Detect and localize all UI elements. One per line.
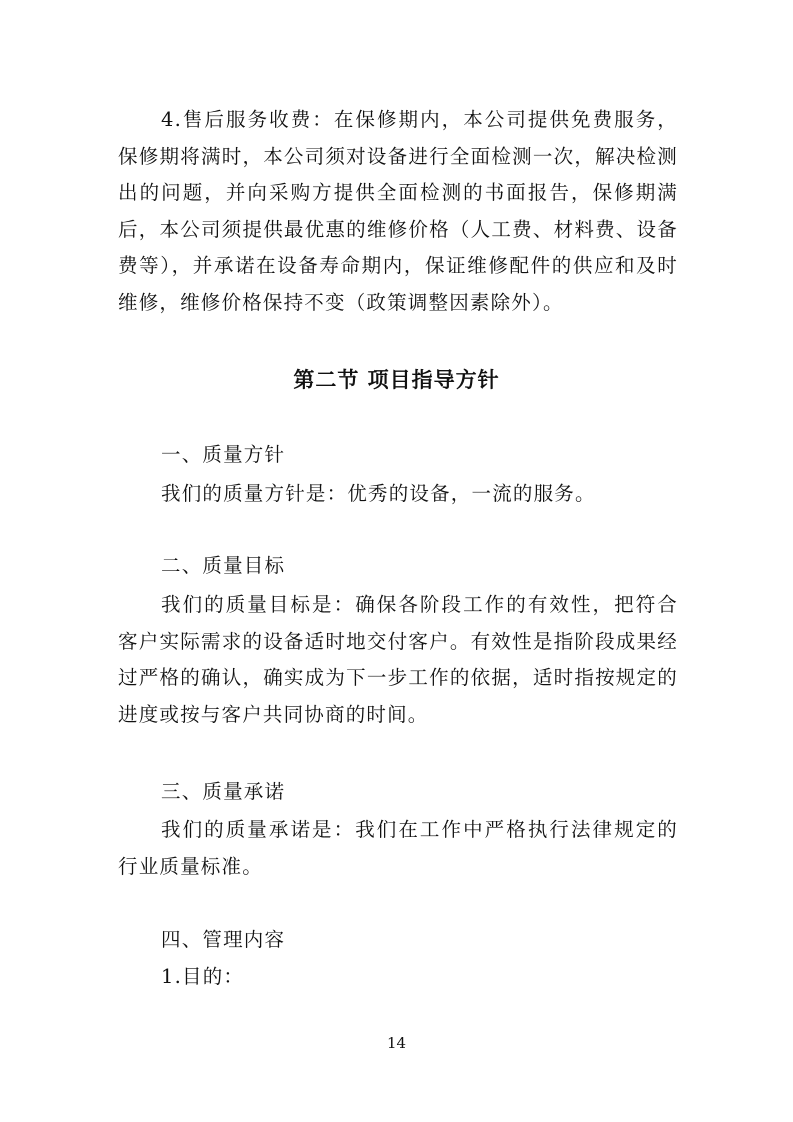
section-title: 第二节 项目指导方针: [293, 368, 500, 392]
after-sales-fee-paragraph: 4.售后服务收费：在保修期内，本公司提供免费服务，保修期将满时，本公司须对设备进行全面检测一次，解决检测出的问题，并向采购方提供全面检测的书面报告，保修期满后，本公司须提供最优惠的维修价格（人工费、材料费、设备费等），并承诺在设备寿命期内，保证维修配件的供应和及时维修，维修价格保持不变（政策调整因素除外）。: [118, 108, 678, 314]
page-number: 14: [386, 1034, 407, 1052]
management-item-1: 1.目的：: [161, 965, 245, 988]
quality-goal-heading: 二、质量目标: [161, 554, 286, 577]
management-heading: 四、管理内容: [161, 928, 286, 951]
quality-policy-body: 我们的质量方针是：优秀的设备，一流的服务。: [161, 482, 596, 505]
quality-commitment-heading: 三、质量承诺: [161, 780, 286, 803]
quality-commitment-body: 我们的质量承诺是：我们在工作中严格执行法律规定的行业质量标准。: [118, 818, 678, 878]
quality-goal-body: 我们的质量目标是：确保各阶段工作的有效性，把符合客户实际需求的设备适时地交付客户。有效性是指阶段成果经过严格的确认，确实成为下一步工作的依据，适时指按规定的进度或按与客户共同协商的时间。: [118, 593, 678, 726]
quality-policy-heading: 一、质量方针: [161, 443, 286, 466]
